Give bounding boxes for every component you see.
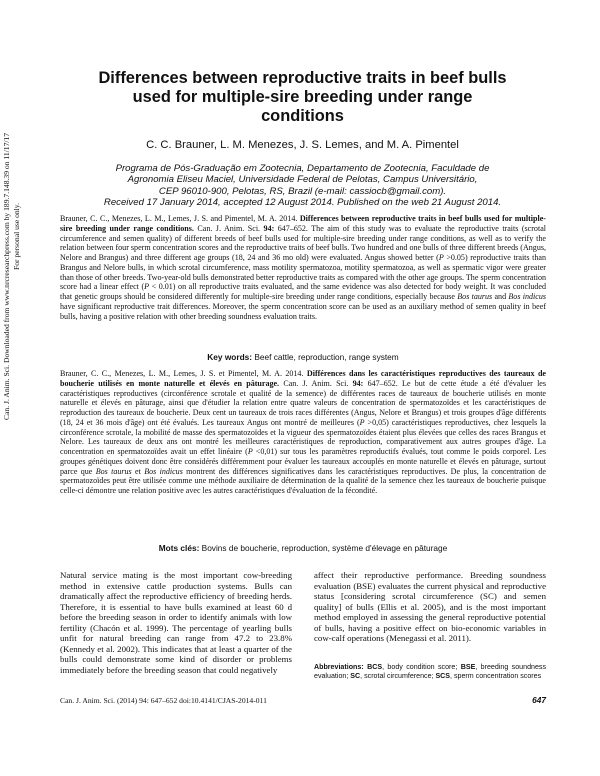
affiliation-line: Agronomia Eliseu Maciel, Universidade Federal de Pelotas, Campus Universitário, xyxy=(127,174,478,186)
keywords-english xyxy=(60,352,546,362)
abbreviations-label: Abbreviations: xyxy=(314,663,364,671)
abstract-text: The aim of this study was to evaluate the reproductive traits (scrotal circumference and semen quality) of different breeds of beef bulls used for multiple-sire breeding under range conditions, as well as to verify the relation between four sperm concentration scores and the reproductive traits of beef bulls. Two hundred and one bulls of three different breeds (Angus, Nelore and Brangus) and three different age groups (18, 24 and 36 mo old) were evaluated. Angus showed better ( xyxy=(60,223,546,262)
abbreviations: Abbreviations: BCS, body condition score; BSE, breeding soundness evaluation; SC, scrotal circumference; SCS, sperm concentration scores xyxy=(314,663,546,681)
abstract-title: Différences dans les caractéristiques reproductives des taureaux de boucherie utilisés en monte naturelle et élevés en pâturage. xyxy=(60,369,546,388)
article-title: Differences between reproductive traits in beef bulls used for multiple-sire breeding under range conditions xyxy=(98,69,507,125)
abstract-english: Brauner, C. C., Menezes, L. M., Lemes, J. S. and Pimentel, M. A. 2014. Differences between reproductive traits in beef bulls used for multiple-sire breeding under range conditions. Can. J. Anim. Sci. 94: 647–652. The aim of this study was to evaluate the reproductive traits (scrotal circumference and semen quality) of different breeds of beef bulls used for multiple-sire breeding under range conditions, as well as to verify the relation between four sperm concentration scores and the reproductive traits of beef bulls. Two hundred and one bulls of three different breeds (Angus, Nelore and Brangus) and three different age groups (18, 24 and 36 mo old) were evaluated. Angus showed better (P >0.05) reproductive traits than Brangus and Nelore bulls, in which scrotal circumference, mass motility spermatozoa, motility spermatozoa, as well as spermatic vigor were greater than those of other breeds. Two-year-old bulls demonstrated better reproductive traits as compared with the other age groups. The sperm concentration score had a linear effect (P < 0.01) on all reproductive traits evaluated, and the same evidence was also detected for body weight. It was concluded that genetic groups should be considered differently for multiple-sire breeding under range conditions, especially because Bos taurus and Bos indicus have significant reproductive trait differences. Moreover, the sperm concentration score can be used as an auxiliary method of semen quality in beef bulls, having a positive relation with other breeding soundness evaluation traits. xyxy=(60,214,546,321)
affiliation-line: Programa de Pós-Graduação em Zootecnia, Departamento de Zootecnia, Faculdade de xyxy=(115,163,490,174)
keywords-french xyxy=(60,543,546,553)
keywords-text: Beef cattle, reproduction, range system xyxy=(254,352,399,362)
page-number: 647 xyxy=(532,695,546,705)
abstract-citation: Brauner, C. C., Menezes, L. M., Lemes, J. S. and Pimentel, M. A. 2014. xyxy=(60,214,298,223)
publication-dates: Received 17 January 2014, accepted 12 August 2014. Published on the web 21 August 2014. xyxy=(103,197,502,208)
sidebar-download-line: Can. J. Anim. Sci. Downloaded from www.nrcresearchpress.com by 189.7.148.39 on 11/17/17 xyxy=(2,132,11,420)
keywords-text: Bovins de boucherie, reproduction, système d'élevage en pâturage xyxy=(201,543,448,553)
abstract-title: Differences between reproductive traits in beef bulls used for multiple-sire breeding under range conditions. xyxy=(60,214,546,233)
body-column-right: affect their reproductive performance. Breeding soundness evaluation (BSE) evaluates the current physical and reproductive status [considering scrotal circumference (SC) and semen quality] of bulls (Ellis et al. 2005), and is the most important method employed in assessing the general reproductive potential of bulls, having a positive effect on bio-economic variables in cow-calf operations (Menegassi et al. 2011). xyxy=(314,570,546,644)
affiliation-line: CEP 96010-900, Pelotas, RS, Brazil (e-mail: cassiocb@gmail.com). xyxy=(158,185,447,197)
abstract-citation: Brauner, C. C., Menezes, L. M., Lemes, J. S. et Pimentel, M. A. 2014. xyxy=(60,369,304,378)
affiliation xyxy=(60,163,545,197)
abstract-text: Le but de cette étude a été d'évaluer les caractéristiques reproductives (circonférence scrotale et qualité de la semence) de différentes races de taureaux de boucherie utilisés en monte naturelle et élevés en pâturage, ainsi que d'étudier la relation entre quatre valeurs de concentration de spermatozoïdes et les caractéristiques de reproduction des taureaux de boucherie. Deux cent un taureaux de trois races différentes (Angus, Nelore et Brangus) et trois groupes d'âge différents (18, 24 et 36 mois d'âge) ont été évalués. Les taureaux Angus ont montré de meilleures ( xyxy=(60,378,547,427)
author-list: C. C. Brauner, L. M. Menezes, J. S. Lemes, and M. A. Pimentel xyxy=(146,139,459,151)
abstract-french: Brauner, C. C., Menezes, L. M., Lemes, J. S. et Pimentel, M. A. 2014. Différences dans les caractéristiques reproductives des taureaux de boucherie utilisés en monte naturelle et élevés en pâturage. Can. J. Anim. Sci. 94: 647–652. Le but de cette étude a été d'évaluer les caractéristiques reproductives (circonférence scrotale et qualité de la semence) de différentes races de taureaux de boucherie utilisés en monte naturelle et élevés en pâturage, ainsi que d'étudier la relation entre quatre valeurs de concentration de spermatozoïdes et les caractéristiques de reproduction des taureaux de boucherie. Deux cent un taureaux de trois races différentes (Angus, Nelore et Brangus) et trois groupes d'âge différents (18, 24 et 36 mois d'âge) ont été évalués. Les taureaux Angus ont montré de meilleures (P >0,05) caractéristiques reproductives, chez lesquels la circonférence scrotale, la mobilité de masse des spermatozoïdes et la vigueur des spermatozoïdes étaient plus élevées que celles des races Brangus et Nelore. Les taureaux de deux ans ont montré les meilleures caractéristiques de reproduction, comparativement aux autres groupes d'âge. La concentration en spermatozoïdes avait un effet linéaire (P <0,01) sur tous les paramètres reproductifs évalués, tout comme le poids corporel. Les groupes génétiques doivent donc être considérés différemment pour évaluer les taureaux accouplés en monte naturelle et élevés en pâturage, surtout parce que Bos taurus et Bos indicus montrent des différences significatives dans les caractéristiques reproductives. De plus, la concentration de spermatozoïdes peut être utilisée comme une méthode auxiliaire de détermination de la qualité de la semence chez les taureaux de boucherie puisque celle-ci démontre une relation positive avec les autres caractéristiques d'évaluation de la fécondité. xyxy=(60,369,547,495)
sidebar-personal-use-line: For personal use only. xyxy=(12,203,21,270)
download-sidebar xyxy=(2,132,28,421)
footer-citation: Can. J. Anim. Sci. (2014) 94: 647–652 doi:10.4141/CJAS-2014-011 xyxy=(60,696,267,705)
keywords-label: Mots clés: xyxy=(158,543,200,553)
keywords-label: Key words: xyxy=(207,352,253,362)
body-column-left: Natural service mating is the most important cow-breeding method in extensive cattle production systems. Bulls can dramatically affect the reproductive efficiency of breeding herds. Therefore, it is essential to have bulls examined at least 60 d before the breeding season in order to identify animals with low fertility (Chacón et al. 1999). The percentage of yearling bulls unfit for natural breeding can range from 47.2 to 23.8% (Kennedy et al. 2002). This indicates that at least a quarter of the bulls could demonstrate some kind of disorder or problems immediately before the breeding season that could negatively xyxy=(60,570,292,675)
